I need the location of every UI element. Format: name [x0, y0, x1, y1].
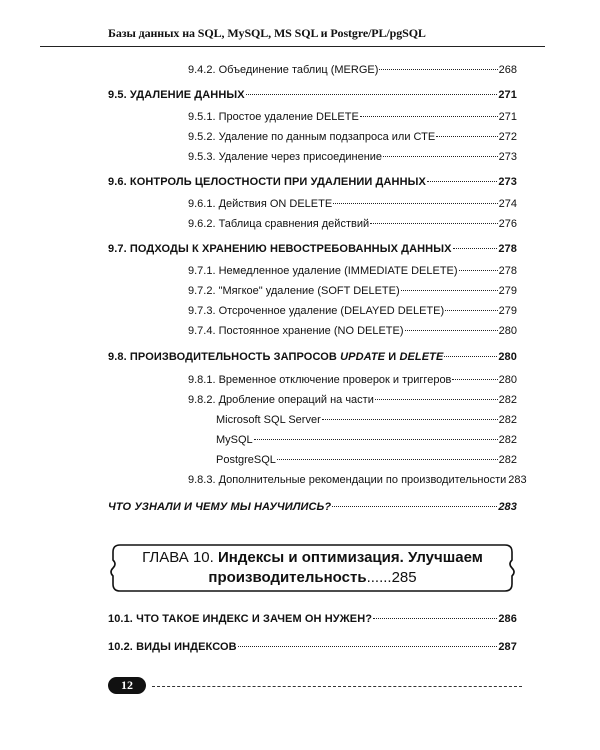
dot-leader [277, 459, 498, 460]
toc-entry-page: 274 [498, 198, 517, 210]
toc-section-page: 273 [498, 176, 517, 188]
toc-section [108, 612, 517, 626]
toc-entry-page: 273 [498, 151, 517, 163]
dot-leader [383, 156, 498, 157]
chapter-title [110, 548, 515, 588]
toc-entry-page: 272 [498, 131, 517, 143]
toc-section [108, 242, 517, 256]
toc-entry [188, 63, 517, 77]
dot-leader [333, 203, 497, 204]
toc-section-label: 10.2. ВИДЫ ИНДЕКСОВ [108, 641, 237, 653]
footer-rule [152, 686, 522, 687]
toc-entry-label: 9.4.2. Объединение таблиц (MERGE) [188, 64, 379, 76]
toc-section-label-and: И [385, 351, 400, 363]
toc-entry-label: 9.6.1. Действия ON DELETE [188, 198, 333, 210]
dot-leader [401, 290, 498, 291]
toc-entry-page: 276 [498, 218, 517, 230]
dot-leader [444, 356, 497, 357]
toc-entry-label: 9.7.1. Немедленное удаление (IMMEDIATE DELETE) [188, 265, 458, 277]
toc-entry-label: 9.8.2. Дробление операций на части [188, 394, 374, 406]
toc-entry-label: PostgreSQL [216, 454, 276, 466]
dot-leader [436, 136, 497, 137]
toc-entry-page: 268 [498, 64, 517, 76]
toc-entry-label: 9.6.2. Таблица сравнения действий [188, 218, 370, 230]
toc-section-page: 278 [498, 243, 517, 255]
keyword-delete: DELETE [399, 351, 444, 363]
toc-section-label: 9.7. ПОДХОДЫ К ХРАНЕНИЮ НЕВОСТРЕБОВАННЫХ ДАННЫХ [108, 243, 452, 255]
running-header: Базы данных на SQL, MySQL, MS SQL и Postgre/PL/pgSQL [108, 26, 426, 40]
toc-entry-page: 280 [498, 325, 517, 337]
toc-entry [188, 373, 517, 387]
toc-entry-label: 9.5.3. Удаление через присоединение [188, 151, 383, 163]
toc-entry-label: Microsoft SQL Server [216, 414, 321, 426]
toc-entry [216, 453, 517, 467]
toc-entry-label: 9.5.2. Удаление по данным подзапроса или СТЕ [188, 131, 436, 143]
toc-entry-page: 278 [498, 265, 517, 277]
dot-leader [445, 310, 497, 311]
toc-section-page: 271 [498, 89, 517, 101]
toc-section [108, 640, 517, 654]
toc-entry-page: 282 [498, 434, 517, 446]
toc-section [108, 88, 517, 102]
toc-entry-label: MySQL [216, 434, 253, 446]
chapter-dots: ...... [366, 569, 392, 586]
toc-entry-label: 9.5.1. Простое удаление DELETE [188, 111, 359, 123]
toc-entry [188, 217, 517, 231]
toc-entry [188, 324, 517, 338]
chapter-title-line2: производительность [208, 569, 367, 586]
toc-section-label: 9.8. ПРОИЗВОДИТЕЛЬНОСТЬ ЗАПРОСОВ [108, 351, 341, 363]
toc-section-page: 286 [498, 613, 517, 625]
dot-leader [453, 248, 498, 249]
dot-leader [405, 330, 498, 331]
keyword-update: UPDATE [340, 351, 386, 363]
toc-entry [188, 304, 517, 318]
toc-entry-label: 9.7.2. "Мягкое" удаление (SOFT DELETE) [188, 285, 400, 297]
dot-leader [332, 506, 497, 507]
dot-leader [370, 223, 498, 224]
toc-section [108, 350, 517, 364]
toc-entry-page: 279 [498, 285, 517, 297]
toc-entry-label: 9.8.1. Временное отключение проверок и триггеров [188, 374, 452, 386]
dot-leader [322, 419, 498, 420]
chapter-heading-box [110, 542, 515, 592]
toc-entry-page: 282 [498, 454, 517, 466]
toc-entry [188, 264, 517, 278]
toc-entry-page: 280 [498, 374, 517, 386]
toc-entry-label: 9.7.3. Отсроченное удаление (DELAYED DELETE) [188, 305, 445, 317]
toc-section-label: 9.6. КОНТРОЛЬ ЦЕЛОСТНОСТИ ПРИ УДАЛЕНИИ ДАННЫХ [108, 176, 426, 188]
toc-entry [188, 473, 527, 487]
toc-entry [188, 130, 517, 144]
toc-summary-page: 283 [498, 501, 517, 513]
toc-section-page: 280 [498, 351, 517, 363]
toc-entry [188, 110, 517, 124]
toc-entry [188, 197, 517, 211]
dot-leader [360, 116, 498, 117]
toc-entry [188, 284, 517, 298]
toc-entry [216, 413, 517, 427]
dot-leader [246, 94, 498, 95]
toc-entry-page: 282 [498, 394, 517, 406]
toc-summary [108, 500, 517, 514]
toc-section [108, 175, 517, 189]
dot-leader [452, 379, 497, 380]
dot-leader [427, 181, 497, 182]
dot-leader [375, 399, 498, 400]
toc-entry-page: 283 [508, 474, 527, 486]
dot-leader [373, 618, 497, 619]
dot-leader [238, 646, 498, 647]
toc-entry-page: 271 [498, 111, 517, 123]
chapter-title-line1: Индексы и оптимизация. Улучшаем [218, 549, 483, 566]
toc-section-label: 10.1. ЧТО ТАКОЕ ИНДЕКС И ЗАЧЕМ ОН НУЖЕН? [108, 613, 373, 625]
chapter-number: ГЛАВА 10. [142, 549, 214, 566]
toc-entry-page: 282 [498, 414, 517, 426]
dot-leader [379, 69, 497, 70]
header-rule [40, 46, 545, 47]
toc-entry [188, 150, 517, 164]
toc-entry-page: 279 [498, 305, 517, 317]
toc-section-page: 287 [498, 641, 517, 653]
toc-entry-label: 9.8.3. Дополнительные рекомендации по производительности [188, 474, 507, 486]
page-number-badge: 12 [108, 677, 146, 694]
chapter-page: 285 [391, 569, 417, 586]
toc-summary-label: ЧТО УЗНАЛИ И ЧЕМУ МЫ НАУЧИЛИСЬ? [108, 501, 332, 513]
toc-section-label: 9.5. УДАЛЕНИЕ ДАННЫХ [108, 89, 245, 101]
toc-entry [216, 433, 517, 447]
toc-entry-label: 9.7.4. Постоянное хранение (NO DELETE) [188, 325, 404, 337]
dot-leader [459, 270, 498, 271]
toc-entry [188, 393, 517, 407]
dot-leader [254, 439, 498, 440]
